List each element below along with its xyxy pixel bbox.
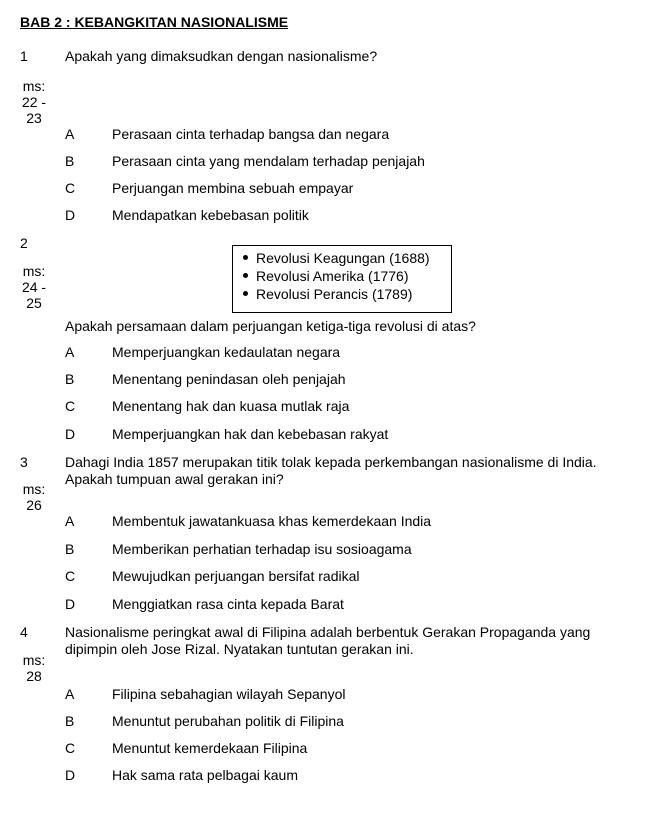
box-item: Revolusi Amerika (1776) [243,268,409,284]
question-text: Dahagi India 1857 merupakan titik tolak kepada perkembangan nasionalisme di India. [65,454,597,470]
page-title: BAB 2 : KEBANGKITAN NASIONALISME [20,14,289,30]
option-letter: B [65,713,75,729]
question-text: Apakah tumpuan awal gerakan ini? [65,471,284,487]
option-letter: C [65,568,76,584]
option-letter: C [65,398,76,414]
option-letter: D [65,207,76,223]
option-letter: A [65,686,75,702]
option-text: Menentang hak dan kuasa mutlak raja [112,398,350,414]
option-letter: B [65,153,75,169]
option-text: Menggiatkan rasa cinta kepada Barat [112,596,344,612]
option-letter: A [65,513,75,529]
ms-label: ms: [22,263,46,279]
ms-page: 23 [26,110,42,126]
bullet-icon [243,273,248,278]
ms-label: ms: [22,78,46,94]
box-item: Revolusi Keagungan (1688) [243,250,430,266]
ms-page: 26 [26,497,42,513]
option-text: Memperjuangkan hak dan kebebasan rakyat [112,426,389,442]
option-letter: C [65,740,76,756]
question-text: Apakah yang dimaksudkan dengan nasionalisme? [65,48,378,64]
ms-label: ms: [22,652,46,668]
option-text: Membentuk jawatankuasa khas kemerdekaan India [112,513,432,529]
question-number: 2 [20,235,28,251]
option-text: Perjuangan membina sebuah empayar [112,180,354,196]
question-number: 3 [20,454,28,470]
bullet-icon [243,291,248,296]
option-text: Memperjuangkan kedaulatan negara [112,344,341,360]
option-text: Perasaan cinta yang mendalam terhadap penjajah [112,153,425,169]
option-letter: C [65,180,76,196]
option-text: Menuntut kemerdekaan Filipina [112,740,308,756]
option-letter: D [65,426,76,442]
option-letter: D [65,767,76,783]
bullet-icon [243,255,248,260]
option-text: Perasaan cinta terhadap bangsa dan negara [112,126,390,142]
option-text: Mendapatkan kebebasan politik [112,207,309,223]
option-letter: B [65,541,75,557]
ms-page: 25 [26,295,42,311]
ms-label: ms: [22,481,46,497]
question-text: dipimpin oleh Jose Rizal. Nyatakan tuntutan gerakan ini. [65,641,414,657]
option-letter: A [65,344,75,360]
question-number: 1 [20,48,28,64]
question-text: Apakah persamaan dalam perjuangan ketiga-tiga revolusi di atas? [65,318,476,334]
ms-page: 24 - [21,279,47,295]
question-text: Nasionalisme peringkat awal di Filipina adalah berbentuk Gerakan Propaganda yang [65,624,591,640]
option-text: Filipina sebahagian wilayah Sepanyol [112,686,346,702]
option-text: Menuntut perubahan politik di Filipina [112,713,344,729]
option-letter: D [65,596,76,612]
question-number: 4 [20,624,28,640]
option-text: Mewujudkan perjuangan bersifat radikal [112,568,360,584]
box-item: Revolusi Perancis (1789) [243,286,412,302]
option-text: Menentang penindasan oleh penjajah [112,371,346,387]
revolution-list-box [232,245,452,313]
option-text: Memberikan perhatian terhadap isu sosioagama [112,541,412,557]
ms-page: 28 [26,668,42,684]
option-text: Hak sama rata pelbagai kaum [112,767,298,783]
ms-page: 22 - [21,94,47,110]
option-letter: A [65,126,75,142]
option-letter: B [65,371,75,387]
